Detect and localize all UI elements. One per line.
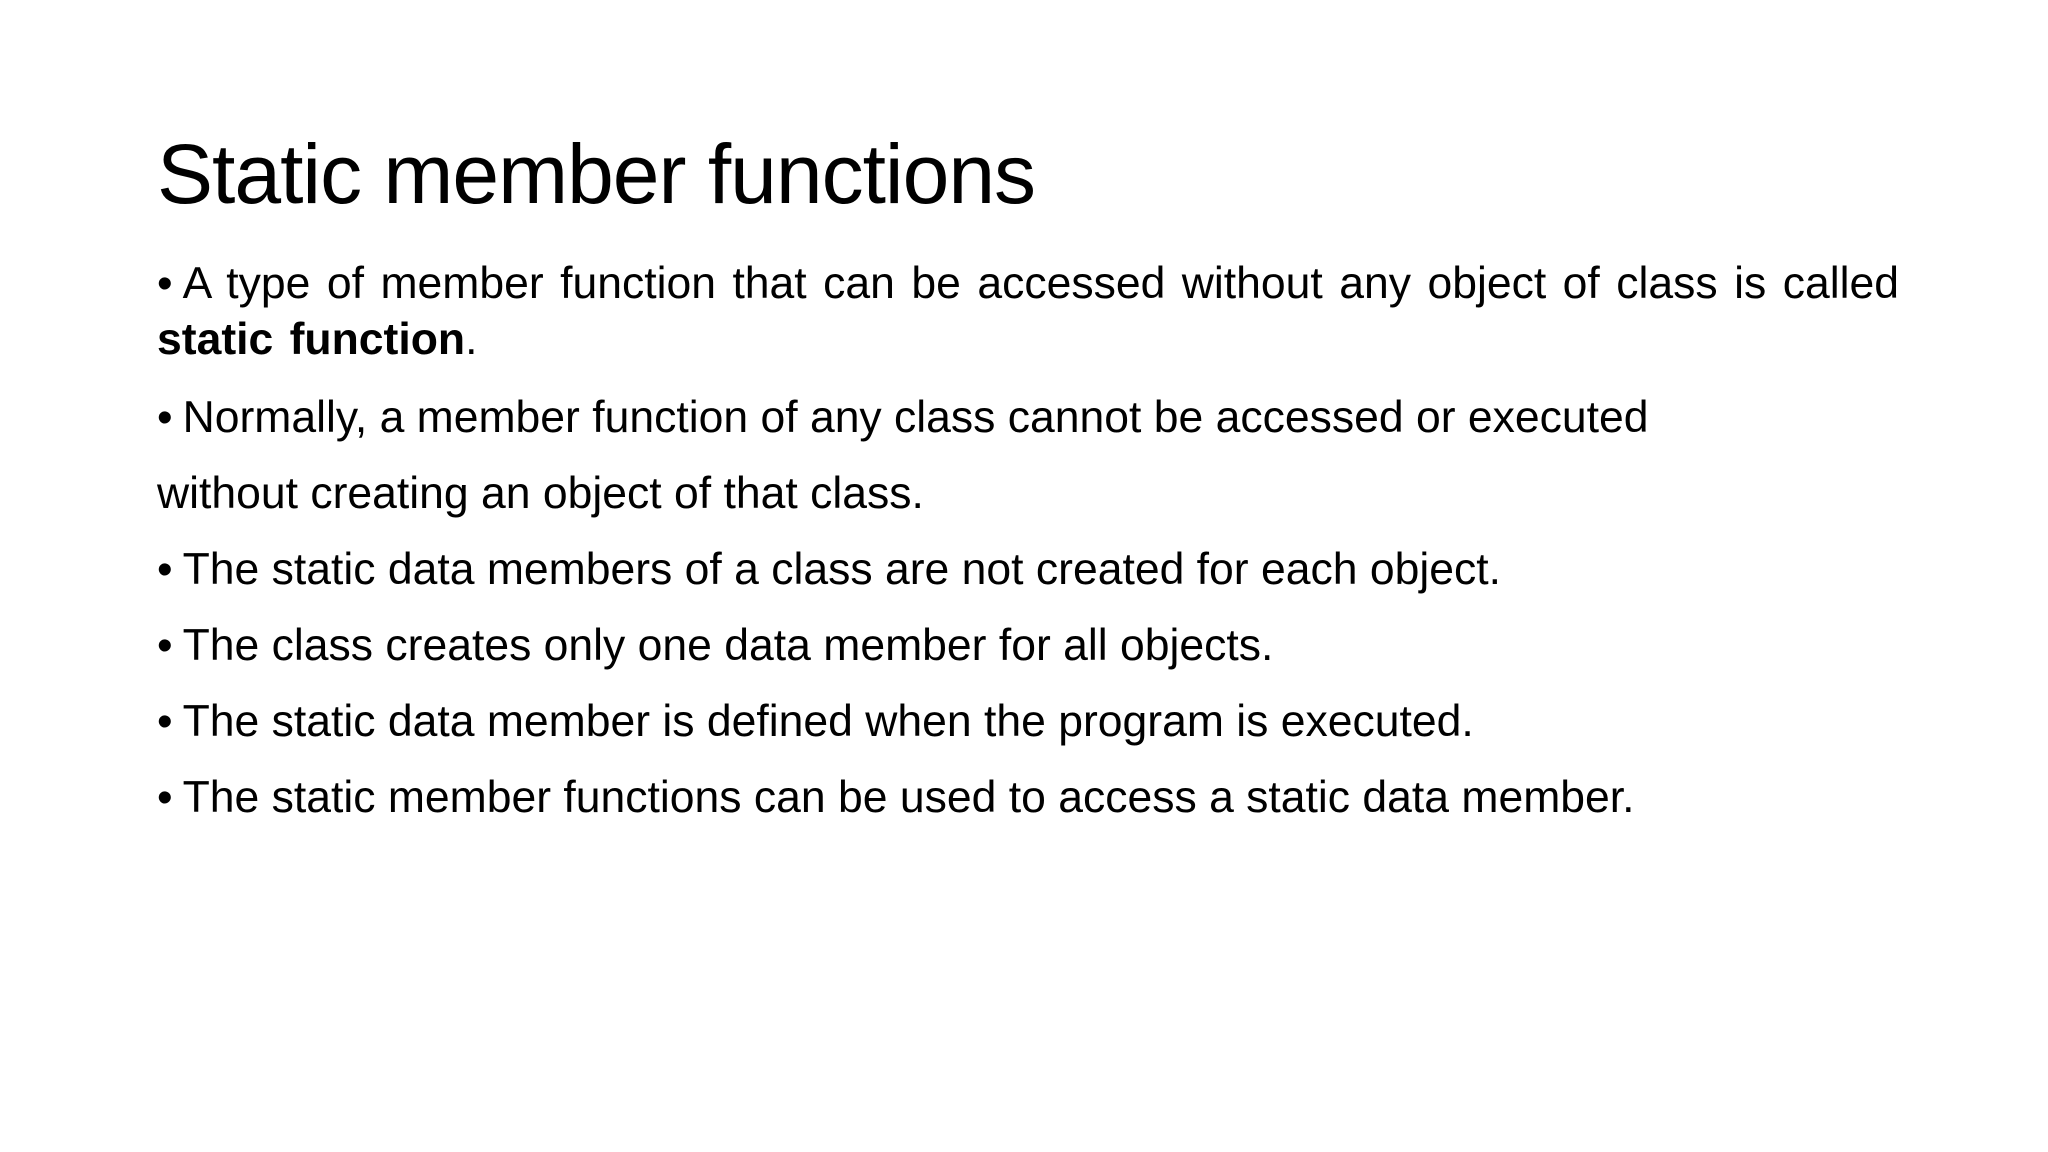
bullet-text: The class creates only one data member for all objects. xyxy=(182,621,1274,670)
bullet-marker: • xyxy=(157,621,173,670)
bullet-text: The static member functions can be used to access a static data member. xyxy=(182,773,1635,822)
bullet-text: Normally, a member function of any class cannot be accessed or executed xyxy=(182,393,1649,442)
bullet-text: A type of member function that can be accessed without any object of class is called xyxy=(182,259,1899,308)
bullet-item-2-continuation: without creating an object of that class. xyxy=(157,469,924,518)
bullet-item-4 xyxy=(157,618,1899,674)
bullet-marker: • xyxy=(157,393,173,442)
bullet-marker: • xyxy=(157,697,173,746)
slide-title: Static member functions xyxy=(157,127,1036,221)
bullet-item-5 xyxy=(157,694,1899,750)
bullet-text-end: . xyxy=(465,315,478,364)
bullet-marker: • xyxy=(157,773,173,822)
bold-term: static function xyxy=(157,315,466,364)
bullet-marker: • xyxy=(157,545,173,594)
bullet-item-2 xyxy=(157,390,1899,446)
bullet-text: The static data member is defined when the program is executed. xyxy=(182,697,1474,746)
bullet-marker: • xyxy=(157,259,173,308)
bullet-item-3 xyxy=(157,542,1899,598)
bullet-item-1 xyxy=(157,256,1899,368)
slide-body xyxy=(157,256,1899,826)
bullet-item-6 xyxy=(157,770,1899,826)
bullet-text: The static data members of a class are not created for each object. xyxy=(182,545,1501,594)
